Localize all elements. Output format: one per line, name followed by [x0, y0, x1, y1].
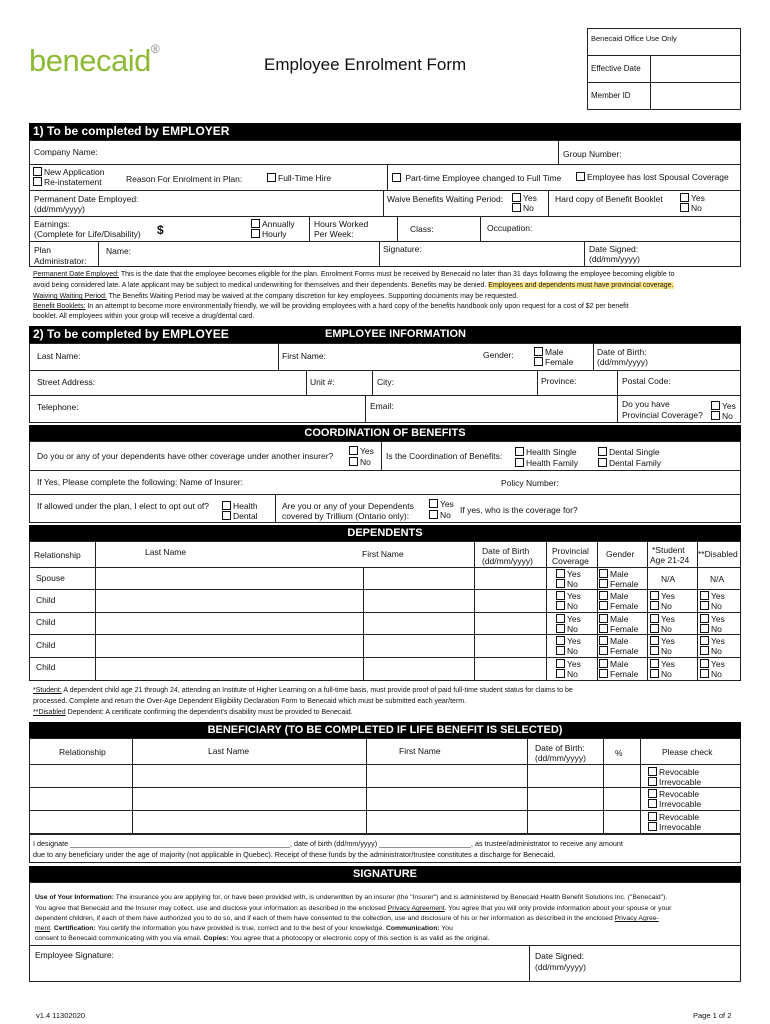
note-student: *Student: A dependent child age 21 through 24, attending an Institute of Higher Learning on a full-time basis, must provide proof of paid full-time student status for claims to be [33, 687, 573, 694]
dep4-gender-male-checkbox[interactable] [599, 659, 608, 668]
email-label: Email: [370, 401, 394, 411]
ben3-revocable-checkbox[interactable] [648, 812, 657, 821]
city-label: City: [377, 377, 394, 387]
dep2-gender-female-checkbox[interactable] [599, 624, 608, 633]
new-application-checkbox[interactable] [33, 167, 42, 176]
fulltime-hire-option[interactable]: Full-Time Hire [267, 173, 331, 183]
dep3-disabled-yes[interactable]: Yes [700, 636, 725, 646]
dep4-student-yes[interactable]: Yes [650, 659, 675, 669]
note-perm-date: Permanent Date Employed: This is the date that the employee becomes eligible for the plan. Enrolment Forms must be received by Benecaid no later than 31 days following the employee becoming eligible to [33, 271, 675, 278]
trillium-no-checkbox[interactable] [429, 510, 438, 519]
occupation-label: Occupation: [487, 223, 533, 233]
dep0-gender-female-checkbox[interactable] [599, 579, 608, 588]
waive-yes-checkbox[interactable] [512, 193, 521, 202]
dep3-prov-no[interactable]: No [556, 646, 578, 656]
unit-label: Unit #: [310, 377, 335, 387]
dep4-student-no[interactable]: No [650, 669, 672, 679]
dep3-prov-no-checkbox[interactable] [556, 646, 565, 655]
employee-signature-label: Employee Signature: [35, 950, 114, 960]
prov-coverage-label-2: Provincial Coverage? [622, 410, 703, 420]
cob-type-label: Is the Coordination of Benefits: [386, 451, 503, 461]
dep2-student-yes-checkbox[interactable] [650, 614, 659, 623]
dependents-header: DEPENDENTS [29, 525, 741, 541]
dep1-gender-female[interactable]: Female [599, 601, 638, 611]
dep2-prov-yes-checkbox[interactable] [556, 614, 565, 623]
note-late-applicant: avoid being considered late. A late applicant may be subject to medical underwriting for themselves and their dependents. Benefits may be denied. Employees and dependents must have provincial coverage. [33, 282, 674, 289]
section1-header: 1) To be completed by EMPLOYER [29, 123, 741, 140]
use-of-info-text-3: dependent children, if each of them have authorized you to do so, and if each of them have consented to the collection, use and disclosure of his or her information as described in the enclosed Privacy Agree- [35, 915, 659, 922]
dep2-student-no[interactable]: No [650, 624, 672, 634]
note-student-2: processed. Complete and return the Over-Age Dependent Eligibility Declaration Form to Benecaid which must be submitted each year/term. [33, 698, 467, 705]
ben-check-header: Please check [662, 747, 713, 757]
trillium-yes[interactable]: Yes [429, 499, 454, 509]
reinstatement-checkbox[interactable] [33, 177, 42, 186]
reason-label: Reason For Enrolment in Plan: [126, 174, 243, 184]
trustee-designation-2: due to any beneficiary under the age of majority (not applicable in Quebec). Receipt of these funds by the administrator/trustee constitutes a discharge for Benecaid. [33, 850, 556, 859]
hardcopy-no[interactable]: No [680, 203, 702, 213]
dep0-prov-yes[interactable]: Yes [556, 569, 581, 579]
dep0-gender-female[interactable]: Female [599, 579, 638, 589]
hours-worked-label: Hours Worked [314, 219, 369, 229]
ben-dob-format: (dd/mm/yyyy) [535, 753, 586, 763]
ben2-irrevocable-checkbox[interactable] [648, 799, 657, 808]
dep-dob-format: (dd/mm/yyyy) [482, 556, 533, 566]
dep3-prov-yes-checkbox[interactable] [556, 636, 565, 645]
reinstatement-option[interactable]: Re-instatement [33, 177, 102, 187]
hardcopy-yes[interactable]: Yes [680, 193, 705, 203]
male-checkbox[interactable] [534, 347, 543, 356]
postal-label: Postal Code: [622, 376, 671, 386]
employee-date-label: Date Signed: [535, 951, 585, 961]
admin-date-label: Date Signed: [589, 244, 639, 254]
optout-dental[interactable]: Dental [222, 511, 258, 521]
perm-date-label: Permanent Date Employed: [34, 194, 139, 204]
dep2-gender-female[interactable]: Female [599, 624, 638, 634]
parttime-option[interactable]: Part-time Employee changed to Full Time [392, 173, 561, 183]
dep-prov-header-2: Coverage [552, 556, 589, 566]
dep2-student-yes[interactable]: Yes [650, 614, 675, 624]
dep0-prov-yes-checkbox[interactable] [556, 569, 565, 578]
dep-prov-header: Provincial [552, 546, 589, 556]
province-label: Province: [541, 376, 577, 386]
telephone-label: Telephone: [37, 402, 79, 412]
dep-row-child-1: Child [36, 595, 56, 605]
plan-admin-label: Plan [34, 245, 52, 255]
dep1-disabled-yes[interactable]: Yes [700, 591, 725, 601]
other-coverage-no-checkbox[interactable] [349, 457, 358, 466]
prov-coverage-yes[interactable]: Yes [711, 401, 736, 411]
trillium-no[interactable]: No [429, 510, 451, 520]
dep3-disabled-no-checkbox[interactable] [700, 646, 709, 655]
hardcopy-label: Hard copy of Benefit Booklet [555, 194, 663, 204]
dep4-gender-female-checkbox[interactable] [599, 669, 608, 678]
dep1-student-yes-checkbox[interactable] [650, 591, 659, 600]
trillium-yes-checkbox[interactable] [429, 499, 438, 508]
spousal-coverage-option[interactable]: Employee has lost Spousal Coverage [576, 172, 729, 182]
prov-coverage-no[interactable]: No [711, 411, 733, 421]
trillium-label-2: covered by Trillium (Ontario only): [282, 511, 410, 521]
gender-male[interactable]: Male [534, 347, 563, 357]
company-name-label: Company Name: [34, 147, 98, 157]
waive-no-checkbox[interactable] [512, 203, 521, 212]
dep2-disabled-no-checkbox[interactable] [700, 624, 709, 633]
dep0-gender-male-checkbox[interactable] [599, 569, 608, 578]
ben2-revocable[interactable]: Revocable [648, 789, 699, 799]
perm-date-format: (dd/mm/yyyy) [34, 204, 85, 214]
health-family-checkbox[interactable] [515, 458, 524, 467]
waive-yes[interactable]: Yes [512, 193, 537, 203]
waive-no[interactable]: No [512, 203, 534, 213]
dep1-prov-yes[interactable]: Yes [556, 591, 581, 601]
dep4-prov-no[interactable]: No [556, 669, 578, 679]
hardcopy-no-checkbox[interactable] [680, 203, 689, 212]
dep4-disabled-no-checkbox[interactable] [700, 669, 709, 678]
dental-family-option[interactable]: Dental Family [598, 458, 661, 468]
ben1-revocable[interactable]: Revocable [648, 767, 699, 777]
note-booklets-2: booklet. All employees within your group will receive a drug/dental card. [33, 313, 255, 320]
dollar-sign: $ [157, 223, 164, 237]
ben-lastname-header: Last Name [208, 746, 250, 756]
dob-format: (dd/mm/yyyy) [597, 357, 648, 367]
fulltime-hire-checkbox[interactable] [267, 173, 276, 182]
trillium-label: Are you or any of your Dependents [282, 501, 414, 511]
gender-female[interactable]: Female [534, 357, 573, 367]
ben2-irrevocable[interactable]: Irrevocable [648, 799, 701, 809]
dep-gender-header: Gender [606, 549, 635, 559]
dental-single-checkbox[interactable] [598, 447, 607, 456]
dep3-gender-female[interactable]: Female [599, 646, 638, 656]
health-family-option[interactable]: Health Family [515, 458, 578, 468]
class-label: Class: [410, 224, 434, 234]
dep3-disabled-no[interactable]: No [700, 646, 722, 656]
dep4-disabled-yes-checkbox[interactable] [700, 659, 709, 668]
new-application-option[interactable]: New Application [33, 167, 104, 177]
other-coverage-yes-checkbox[interactable] [349, 446, 358, 455]
last-name-label: Last Name: [37, 351, 81, 361]
optout-label: If allowed under the plan, I elect to opt out of? [37, 501, 210, 511]
employee-date-format: (dd/mm/yyyy) [535, 962, 586, 972]
annually-checkbox[interactable] [251, 219, 260, 228]
dep3-student-no[interactable]: No [650, 646, 672, 656]
ben-dob-header: Date of Birth: [535, 743, 585, 753]
dep-disabled-header: **Disabled [698, 549, 738, 559]
ben1-irrevocable-checkbox[interactable] [648, 777, 657, 786]
optout-health-checkbox[interactable] [222, 501, 231, 510]
dep2-gender-male-checkbox[interactable] [599, 614, 608, 623]
dep-relationship-header: Relationship [34, 550, 81, 560]
dob-label: Date of Birth: [597, 347, 647, 357]
ben-pct-header: % [615, 748, 623, 758]
admin-signature-label: Signature: [383, 244, 422, 254]
dep1-prov-yes-checkbox[interactable] [556, 591, 565, 600]
other-coverage-yes[interactable]: Yes [349, 446, 374, 456]
dep4-prov-yes[interactable]: Yes [556, 659, 581, 669]
version-label: v1.4 11302020 [36, 1011, 86, 1020]
insurer-name-label: If Yes, Please complete the following: Name of Insurer: [37, 477, 244, 487]
hardcopy-yes-checkbox[interactable] [680, 193, 689, 202]
section2-header: 2) To be completed by EMPLOYEE EMPLOYEE INFORMATION [29, 326, 741, 343]
female-checkbox[interactable] [534, 357, 543, 366]
trillium-who-label: If yes, who is the coverage for? [460, 505, 578, 515]
optout-dental-checkbox[interactable] [222, 511, 231, 520]
waive-label: Waive Benefits Waiting Period: [387, 194, 504, 204]
dep-student-header: *Student [652, 545, 685, 555]
dep4-disabled-no[interactable]: No [700, 669, 722, 679]
office-use-heading: Benecaid Office Use Only [591, 34, 677, 43]
admin-date-format: (dd/mm/yyyy) [589, 254, 640, 264]
dep1-disabled-no-checkbox[interactable] [700, 601, 709, 610]
dep-lastname-header: Last Name [145, 547, 187, 557]
dep1-gender-female-checkbox[interactable] [599, 601, 608, 610]
cob-header: COORDINATION OF BENEFITS [29, 425, 741, 441]
benecaid-logo: benecaid® [29, 42, 160, 78]
dep3-student-yes[interactable]: Yes [650, 636, 675, 646]
annually-option[interactable]: Annually [251, 219, 295, 229]
policy-number-label: Policy Number: [501, 478, 559, 488]
dep3-gender-male[interactable]: Male [599, 636, 628, 646]
dep2-prov-no[interactable]: No [556, 624, 578, 634]
admin-name-label: Name: [106, 246, 132, 256]
dep4-disabled-yes[interactable]: Yes [700, 659, 725, 669]
use-of-info-text: Use of Your Information: The insurance you are applying for, or have been provided with, is underwritten by an insurer (the "Insurer") and is administered by Benecaid Health Benefit Solutions Inc. ("Benecaid"). [35, 894, 668, 901]
ben3-revocable[interactable]: Revocable [648, 812, 699, 822]
effective-date-label: Effective Date [591, 64, 641, 73]
dep-firstname-header: First Name [362, 549, 404, 559]
spouse-student-na: N/A [661, 574, 676, 584]
dep3-gender-male-checkbox[interactable] [599, 636, 608, 645]
member-id-label: Member ID [591, 91, 631, 100]
first-name-label: First Name: [282, 351, 326, 361]
dep2-student-no-checkbox[interactable] [650, 624, 659, 633]
dep3-student-yes-checkbox[interactable] [650, 636, 659, 645]
note-waiting-period: Waiving Waiting Period: The Benefits Waiting Period may be waived at the company discretion for key employees. Supporting documents may be requested. [33, 293, 519, 300]
dep1-student-yes[interactable]: Yes [650, 591, 675, 601]
dep-row-child-4: Child [36, 662, 56, 672]
note-disabled: **Disabled Dependent: A certificate confirming the dependent's disability must be provided to Benecaid. [33, 709, 353, 716]
trustee-designation: I designate _______________________________________________________, date of birth (dd/mm/yyyy) _______________________, as trustee/administrator to receive any amount [33, 839, 623, 848]
street-label: Street Address: [37, 377, 96, 387]
group-number-label: Group Number: [563, 149, 622, 159]
earnings-note: (Complete for Life/Disability) [34, 229, 141, 239]
hours-per-week-label: Per Week: [314, 229, 354, 239]
health-single-checkbox[interactable] [515, 447, 524, 456]
dep-row-child-3: Child [36, 640, 56, 650]
dep-row-child-2: Child [36, 617, 56, 627]
hourly-option[interactable]: Hourly [251, 229, 287, 239]
spousal-coverage-checkbox[interactable] [576, 172, 585, 181]
dep1-gender-male-checkbox[interactable] [599, 591, 608, 600]
dep1-student-no[interactable]: No [650, 601, 672, 611]
dep2-prov-no-checkbox[interactable] [556, 624, 565, 633]
dep3-disabled-yes-checkbox[interactable] [700, 636, 709, 645]
dep0-prov-no[interactable]: No [556, 579, 578, 589]
ben1-irrevocable[interactable]: Irrevocable [648, 777, 701, 787]
dep4-gender-male[interactable]: Male [599, 659, 628, 669]
dep3-student-no-checkbox[interactable] [650, 646, 659, 655]
dep3-prov-yes[interactable]: Yes [556, 636, 581, 646]
prov-coverage-label: Do you have [622, 399, 670, 409]
beneficiary-header: BENEFICIARY (TO BE COMPLETED IF LIFE BENEFIT IS SELECTED) [29, 722, 741, 738]
plan-admin-label-2: Administrator: [34, 256, 87, 266]
other-coverage-no[interactable]: No [349, 457, 371, 467]
dep0-prov-no-checkbox[interactable] [556, 579, 565, 588]
dep1-disabled-no[interactable]: No [700, 601, 722, 611]
dependents-table [29, 541, 741, 681]
dep2-prov-yes[interactable]: Yes [556, 614, 581, 624]
ben-relationship-header: Relationship [59, 747, 106, 757]
note-booklets: Benefit Booklets: In an attempt to become more environmentally friendly, we will be providing employees with a hard copy of the benefits handbook only upon request for a cost of $2 per benefit [33, 303, 629, 310]
dep2-disabled-no[interactable]: No [700, 624, 722, 634]
earnings-label: Earnings: [34, 219, 70, 229]
ben3-irrevocable-checkbox[interactable] [648, 822, 657, 831]
dep2-disabled-yes-checkbox[interactable] [700, 614, 709, 623]
certification-text: ment. Certification: You certify the information you have provided is true, correct and to the best of your knowledge. Communication: You [35, 925, 453, 932]
dep1-student-no-checkbox[interactable] [650, 601, 659, 610]
spouse-disabled-na: N/A [710, 574, 725, 584]
copies-text: consent to Benecaid communicating with you via email. Copies: You agree that a photocopy or electronic copy of this section is as valid as the original. [35, 935, 490, 942]
ben2-revocable-checkbox[interactable] [648, 789, 657, 798]
dep1-gender-male[interactable]: Male [599, 591, 628, 601]
dep4-student-yes-checkbox[interactable] [650, 659, 659, 668]
dep-dob-header: Date of Birth [482, 546, 530, 556]
gender-label: Gender: [483, 350, 514, 360]
other-coverage-question: Do you or any of your dependents have other coverage under another insurer? [37, 451, 334, 461]
dep2-disabled-yes[interactable]: Yes [700, 614, 725, 624]
dep1-prov-no-checkbox[interactable] [556, 601, 565, 610]
signature-header: SIGNATURE [29, 866, 741, 882]
dep-student-age: Age 21-24 [650, 555, 690, 565]
dep4-gender-female[interactable]: Female [599, 669, 638, 679]
ben3-irrevocable[interactable]: Irrevocable [648, 822, 701, 832]
prov-coverage-no-checkbox[interactable] [711, 411, 720, 420]
dep4-prov-yes-checkbox[interactable] [556, 659, 565, 668]
dep0-gender-male[interactable]: Male [599, 569, 628, 579]
health-single-option[interactable]: Health Single [515, 447, 577, 457]
parttime-checkbox[interactable] [392, 173, 401, 182]
hourly-checkbox[interactable] [251, 229, 260, 238]
dep1-prov-no[interactable]: No [556, 601, 578, 611]
dep3-gender-female-checkbox[interactable] [599, 646, 608, 655]
dep2-gender-male[interactable]: Male [599, 614, 628, 624]
dep4-prov-no-checkbox[interactable] [556, 669, 565, 678]
form-title: Employee Enrolment Form [264, 55, 467, 74]
page-number: Page 1 of 2 [693, 1011, 732, 1020]
dep-row-spouse: Spouse [36, 573, 65, 583]
dep1-disabled-yes-checkbox[interactable] [700, 591, 709, 600]
dental-family-checkbox[interactable] [598, 458, 607, 467]
beneficiary-table [29, 738, 741, 834]
dep4-student-no-checkbox[interactable] [650, 669, 659, 678]
prov-coverage-yes-checkbox[interactable] [711, 401, 720, 410]
dental-single-option[interactable]: Dental Single [598, 447, 660, 457]
use-of-info-text-2: You agree that Benecaid and the Insurer may collect, use and disclose your information as described in the enclosed Privacy Agreement. You agree that you will only provide information about your spouse or your [35, 905, 672, 912]
ben1-revocable-checkbox[interactable] [648, 767, 657, 776]
optout-health[interactable]: Health [222, 501, 258, 511]
ben-firstname-header: First Name [399, 746, 441, 756]
